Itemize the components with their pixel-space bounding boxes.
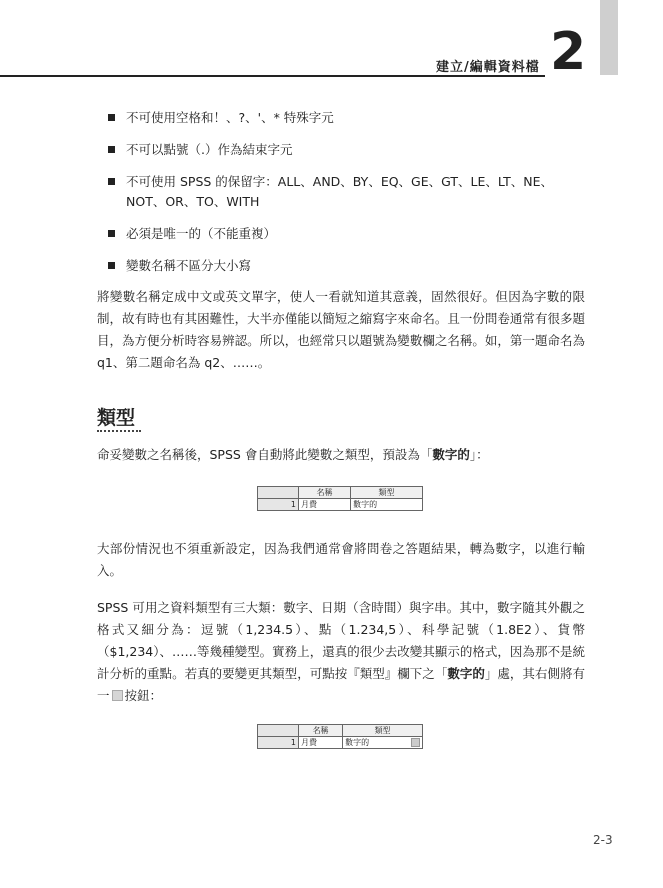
column-header-name: 名稱: [299, 487, 351, 499]
square-bullet-icon: [108, 146, 115, 153]
type-ellipsis-button[interactable]: [411, 738, 420, 747]
paragraph-data-types: SPSS 可用之資料類型有三大類：數字、日期（含時間）與字串。其中，數字隨其外觀之格式又細分為：逗號（1,234.5）、點（1.234,5）、科學記號（1.8E2）、貨幣（$1,234）、……等幾種變型。實務上，還真的很少去改變其顯示的格式，因為那不是統計分析的重點。若真的要變更其類型，可點按『類型』欄下之「數字的」處，其右側將有一 按鈕：: [97, 600, 585, 703]
list-item: 不可使用 SPSS 的保留字：ALL、AND、BY、EQ、GE、GT、LE、LT、NE、NOT、OR、TO、WITH: [108, 172, 588, 212]
paragraph-no-reset: 大部份情況也不須重新設定，因為我們通常會將問卷之答題結果，轉為數字，以進行輸入。: [97, 541, 585, 578]
list-item: 必須是唯一的（不能重複）: [108, 224, 588, 244]
table-row: [258, 499, 423, 511]
row-number: 1: [258, 737, 299, 749]
column-header-type: 類型: [343, 725, 423, 737]
table-row: [258, 737, 423, 749]
page-number: 2-3: [593, 833, 613, 847]
variable-table-with-button: [257, 724, 423, 749]
square-bullet-icon: [108, 262, 115, 269]
square-bullet-icon: [108, 114, 115, 121]
column-header-name: 名稱: [299, 725, 343, 737]
chapter-title: 建立/編輯資料檔: [436, 60, 540, 75]
header-rule: [0, 75, 545, 77]
row-header-corner: [258, 725, 299, 737]
variable-table: [257, 486, 423, 511]
chapter-number: 2: [550, 22, 587, 82]
section-underline: [97, 430, 141, 432]
square-bullet-icon: [108, 178, 115, 185]
row-number: 1: [258, 499, 299, 511]
cell-name[interactable]: 月費: [299, 737, 343, 749]
paragraph-naming: 將變數名稱定成中文或英文單字，使人一看就知道其意義，固然很好。但因為字數的限制，故有時也有其困難性，大半亦僅能以簡短之縮寫字來命名。且一份問卷通常有很多題目，為方便分析時容易辨認。所以，也經常只以題號為變數欄之名稱。如，第一題命名為 q1、第二題命名為 q2、……。: [97, 289, 585, 370]
square-bullet-icon: [108, 230, 115, 237]
section-heading: 類型: [97, 407, 136, 429]
list-item: 變數名稱不區分大小寫: [108, 256, 588, 276]
ellipsis-button-icon: [112, 690, 123, 701]
paragraph-default-type: 命妥變數之名稱後，SPSS 會自動將此變數之類型，預設為「數字的」：: [97, 447, 489, 462]
table-header-row: [258, 487, 423, 499]
list-item: 不可以點號（.）作為結束字元: [108, 140, 588, 160]
cell-type[interactable]: 數字的: [351, 499, 423, 511]
table-header-row: [258, 725, 423, 737]
list-item: 不可使用空格和！、?、'、* 特殊字元: [108, 108, 588, 128]
column-header-type: 類型: [351, 487, 423, 499]
cell-name[interactable]: 月費: [299, 499, 351, 511]
rules-list: [108, 108, 588, 288]
chapter-side-tab: [600, 0, 618, 75]
cell-type-with-button[interactable]: 數字的: [343, 737, 423, 749]
row-header-corner: [258, 487, 299, 499]
